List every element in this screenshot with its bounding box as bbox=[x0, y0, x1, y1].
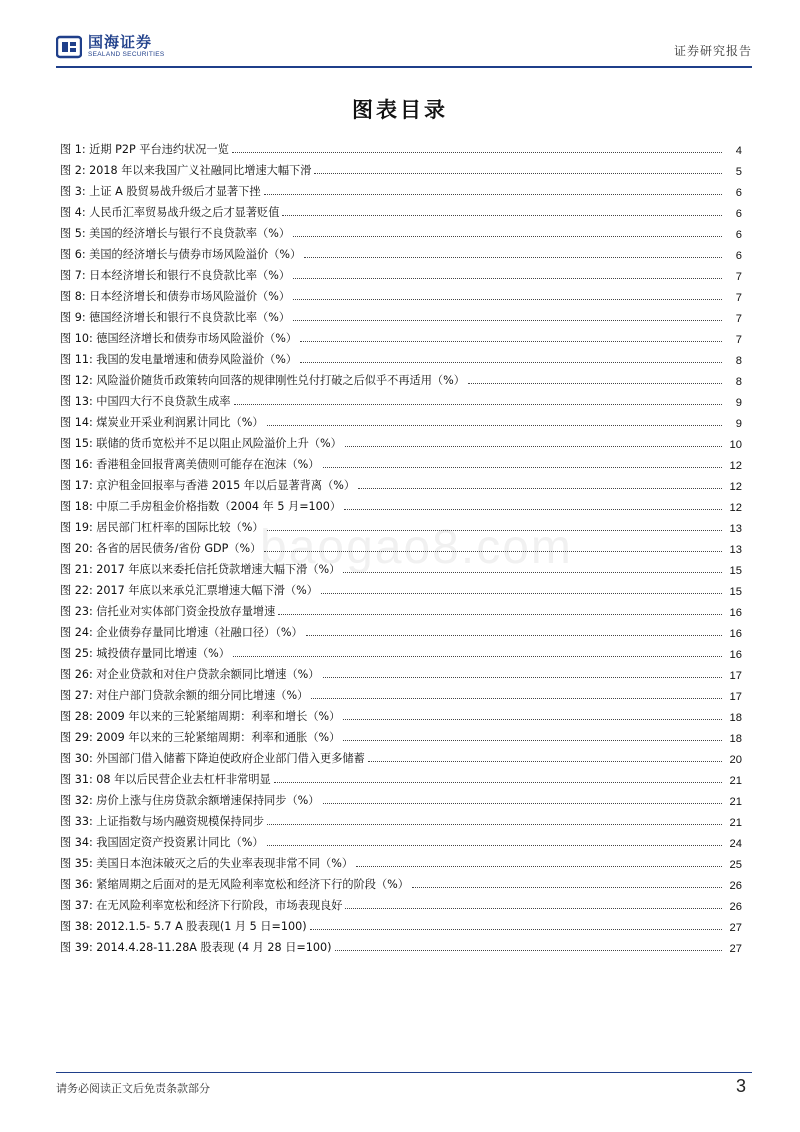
toc-entry-label: 图 38: 2012.1.5- 5.7 A 股表现(1 月 5 日=100) bbox=[60, 920, 307, 933]
toc-entry-label: 图 1: 近期 P2P 平台违约状况一览 bbox=[60, 143, 229, 156]
toc-entry-label: 图 5: 美国的经济增长与银行不良贷款率（%） bbox=[60, 227, 291, 240]
toc-leader-dots bbox=[345, 446, 722, 447]
toc-leader-dots bbox=[323, 677, 723, 678]
toc-entry-page: 27 bbox=[729, 943, 742, 955]
toc-leader-dots bbox=[232, 152, 722, 153]
toc-entry-page: 17 bbox=[729, 691, 742, 703]
toc-entry-page: 6 bbox=[735, 229, 742, 241]
toc-entry-label: 图 29: 2009 年以来的三轮紧缩周期：利率和通胀（%） bbox=[60, 731, 341, 744]
toc-entry-page: 12 bbox=[729, 460, 742, 472]
toc-entry[interactable] bbox=[60, 283, 742, 304]
toc-leader-dots bbox=[264, 551, 722, 552]
toc-entry[interactable] bbox=[60, 514, 742, 535]
toc-entry[interactable] bbox=[60, 619, 742, 640]
toc-entry-label: 图 17: 京沪租金回报率与香港 2015 年以后显著背离（%） bbox=[60, 479, 356, 492]
toc-entry-label: 图 13: 中国四大行不良贷款生成率 bbox=[60, 395, 231, 408]
toc-entry-page: 9 bbox=[735, 397, 742, 409]
toc-entry-label: 图 21: 2017 年底以来委托信托贷款增速大幅下滑（%） bbox=[60, 563, 341, 576]
toc-leader-dots bbox=[267, 845, 722, 846]
toc-entry-label: 图 26: 对企业贷款和对住户贷款余额同比增速（%） bbox=[60, 668, 320, 681]
toc-entry-page: 20 bbox=[729, 754, 742, 766]
toc-entry[interactable] bbox=[60, 325, 742, 346]
toc-entry-page: 8 bbox=[735, 376, 742, 388]
toc-entry-page: 26 bbox=[729, 880, 742, 892]
toc-entry-page: 17 bbox=[729, 670, 742, 682]
toc-entry-label: 图 30: 外国部门借入储蓄下降迫使政府企业部门借入更多储蓄 bbox=[60, 752, 365, 765]
logo-en-text: SEALAND SECURITIES bbox=[88, 51, 165, 59]
toc-entry-page: 21 bbox=[729, 775, 742, 787]
toc-leader-dots bbox=[233, 656, 722, 657]
toc-entry-page: 12 bbox=[729, 502, 742, 514]
toc-entry[interactable] bbox=[60, 535, 742, 556]
header-divider bbox=[56, 66, 752, 68]
toc-entry-label: 图 35: 美国日本泡沫破灭之后的失业率表现非常不同（%） bbox=[60, 857, 354, 870]
toc-entry-page: 6 bbox=[735, 208, 742, 220]
toc-entry-label: 图 20: 各省的居民债务/省份 GDP（%） bbox=[60, 542, 262, 555]
footer-divider bbox=[56, 1072, 752, 1073]
toc-entry[interactable] bbox=[60, 913, 742, 934]
toc-leader-dots bbox=[234, 404, 722, 405]
toc-leader-dots bbox=[300, 362, 722, 363]
toc-entry[interactable] bbox=[60, 367, 742, 388]
toc-leader-dots bbox=[356, 866, 722, 867]
toc-leader-dots bbox=[323, 467, 723, 468]
page-header bbox=[56, 30, 752, 64]
toc-entry-page: 7 bbox=[735, 271, 742, 283]
toc-leader-dots bbox=[311, 698, 722, 699]
toc-leader-dots bbox=[267, 824, 722, 825]
toc-entry-label: 图 19: 居民部门杠杆率的国际比较（%） bbox=[60, 521, 264, 534]
toc-entry-page: 7 bbox=[735, 334, 742, 346]
toc-entry-page: 21 bbox=[729, 796, 742, 808]
toc-entry[interactable] bbox=[60, 850, 742, 871]
toc-entry-page: 7 bbox=[735, 313, 742, 325]
logo-cn-text: 国海证券 bbox=[88, 33, 153, 52]
toc-entry[interactable] bbox=[60, 262, 742, 283]
toc-entry-label: 图 28: 2009 年以来的三轮紧缩周期：利率和增长（%） bbox=[60, 710, 341, 723]
toc-entry-page: 4 bbox=[735, 145, 742, 157]
toc-leader-dots bbox=[293, 236, 722, 237]
toc-entry-page: 21 bbox=[729, 817, 742, 829]
toc-entry-page: 16 bbox=[729, 607, 742, 619]
toc-entry-label: 图 25: 城投债存量同比增速（%） bbox=[60, 647, 230, 660]
sealand-logo-icon bbox=[56, 34, 82, 60]
toc-leader-dots bbox=[343, 572, 722, 573]
toc-entry-label: 图 12: 风险溢价随货币政策转向回落的规律刚性兑付打破之后似乎不再适用（%） bbox=[60, 374, 465, 387]
toc-leader-dots bbox=[468, 383, 722, 384]
toc-leader-dots bbox=[314, 173, 722, 174]
figure-toc-list bbox=[60, 136, 742, 955]
toc-entry-page: 24 bbox=[729, 838, 742, 850]
toc-entry[interactable] bbox=[60, 640, 742, 661]
toc-entry-page: 12 bbox=[729, 481, 742, 493]
toc-entry-label: 图 16: 香港租金回报背离美债则可能存在泡沫（%） bbox=[60, 458, 320, 471]
watermark: baogao8.com bbox=[260, 521, 573, 574]
toc-entry-page: 26 bbox=[729, 901, 742, 913]
toc-entry[interactable] bbox=[60, 430, 742, 451]
toc-entry-label: 图 23: 信托业对实体部门资金投放存量增速 bbox=[60, 605, 276, 618]
toc-leader-dots bbox=[323, 803, 723, 804]
toc-entry-label: 图 36: 紧缩周期之后面对的是无风险利率宽松和经济下行的阶段（%） bbox=[60, 878, 409, 891]
toc-entry[interactable] bbox=[60, 346, 742, 367]
toc-leader-dots bbox=[412, 887, 722, 888]
toc-entry[interactable] bbox=[60, 241, 742, 262]
toc-entry-label: 图 31: 08 年以后民营企业去杠杆非常明显 bbox=[60, 773, 271, 786]
toc-leader-dots bbox=[300, 341, 722, 342]
toc-entry-label: 图 8: 日本经济增长和债券市场风险溢价（%） bbox=[60, 290, 291, 303]
toc-leader-dots bbox=[344, 509, 722, 510]
toc-entry[interactable] bbox=[60, 178, 742, 199]
toc-entry[interactable] bbox=[60, 871, 742, 892]
footer-disclaimer: 请务必阅读正文后免责条款部分 bbox=[56, 1082, 210, 1095]
toc-entry[interactable] bbox=[60, 199, 742, 220]
toc-entry[interactable] bbox=[60, 892, 742, 913]
toc-entry-label: 图 9: 德国经济增长和银行不良贷款比率（%） bbox=[60, 311, 291, 324]
toc-entry[interactable] bbox=[60, 577, 742, 598]
toc-entry-label: 图 33: 上证指数与场内融资规模保持同步 bbox=[60, 815, 265, 828]
toc-leader-dots bbox=[343, 740, 722, 741]
toc-entry-page: 6 bbox=[735, 250, 742, 262]
toc-entry[interactable] bbox=[60, 829, 742, 850]
toc-entry-page: 13 bbox=[729, 523, 742, 535]
toc-entry-label: 图 15: 联储的货币宽松并不足以阻止风险溢价上升（%） bbox=[60, 437, 342, 450]
toc-entry-page: 5 bbox=[735, 166, 742, 178]
toc-entry-page: 7 bbox=[735, 292, 742, 304]
toc-entry[interactable] bbox=[60, 703, 742, 724]
toc-leader-dots bbox=[267, 425, 722, 426]
toc-leader-dots bbox=[306, 635, 722, 636]
toc-leader-dots bbox=[345, 908, 722, 909]
toc-entry-label: 图 27: 对住户部门贷款余额的细分同比增速（%） bbox=[60, 689, 309, 702]
toc-entry-page: 9 bbox=[735, 418, 742, 430]
toc-leader-dots bbox=[293, 320, 722, 321]
toc-leader-dots bbox=[310, 929, 722, 930]
toc-entry[interactable] bbox=[60, 451, 742, 472]
toc-entry-label: 图 18: 中原二手房租金价格指数（2004 年 5 月=100） bbox=[60, 500, 342, 513]
toc-entry[interactable] bbox=[60, 766, 742, 787]
toc-entry[interactable] bbox=[60, 220, 742, 241]
toc-leader-dots bbox=[358, 488, 722, 489]
toc-entry[interactable] bbox=[60, 304, 742, 325]
toc-entry-page: 8 bbox=[735, 355, 742, 367]
toc-entry[interactable] bbox=[60, 409, 742, 430]
toc-entry[interactable] bbox=[60, 682, 742, 703]
toc-entry-label: 图 39: 2014.4.28-11.28A 股表现 (4 月 28 日=100) bbox=[60, 941, 332, 954]
toc-entry[interactable] bbox=[60, 136, 742, 157]
toc-entry[interactable] bbox=[60, 388, 742, 409]
toc-entry-page: 27 bbox=[729, 922, 742, 934]
toc-entry-page: 18 bbox=[729, 712, 742, 724]
toc-leader-dots bbox=[321, 593, 722, 594]
toc-entry-label: 图 32: 房价上涨与住房贷款余额增速保持同步（%） bbox=[60, 794, 320, 807]
toc-entry-label: 图 6: 美国的经济增长与债券市场风险溢价（%） bbox=[60, 248, 302, 261]
toc-entry-label: 图 22: 2017 年底以来承兑汇票增速大幅下滑（%） bbox=[60, 584, 318, 597]
toc-leader-dots bbox=[293, 299, 722, 300]
toc-leader-dots bbox=[335, 950, 723, 951]
toc-entry-page: 10 bbox=[729, 439, 742, 451]
toc-entry-label: 图 11: 我国的发电量增速和债券风险溢价（%） bbox=[60, 353, 298, 366]
toc-entry[interactable] bbox=[60, 157, 742, 178]
toc-leader-dots bbox=[368, 761, 722, 762]
toc-entry[interactable] bbox=[60, 934, 742, 955]
toc-entry[interactable] bbox=[60, 787, 742, 808]
toc-entry[interactable] bbox=[60, 598, 742, 619]
toc-entry-label: 图 3: 上证 A 股贸易战升级后才显著下挫 bbox=[60, 185, 261, 198]
toc-entry-label: 图 2: 2018 年以来我国广义社融同比增速大幅下滑 bbox=[60, 164, 312, 177]
toc-leader-dots bbox=[293, 278, 722, 279]
toc-entry-page: 16 bbox=[729, 628, 742, 640]
toc-entry[interactable] bbox=[60, 472, 742, 493]
toc-entry-label: 图 7: 日本经济增长和银行不良贷款比率（%） bbox=[60, 269, 291, 282]
toc-leader-dots bbox=[304, 257, 722, 258]
toc-entry-label: 图 10: 德国经济增长和债券市场风险溢价（%） bbox=[60, 332, 298, 345]
toc-leader-dots bbox=[278, 614, 722, 615]
toc-entry-page: 16 bbox=[729, 649, 742, 661]
toc-entry[interactable] bbox=[60, 724, 742, 745]
toc-entry-page: 18 bbox=[729, 733, 742, 745]
page-title: 图表目录 bbox=[352, 97, 448, 122]
toc-leader-dots bbox=[343, 719, 722, 720]
toc-entry[interactable] bbox=[60, 493, 742, 514]
page-number: 3 bbox=[735, 1076, 746, 1096]
toc-entry[interactable] bbox=[60, 808, 742, 829]
toc-leader-dots bbox=[267, 530, 722, 531]
toc-entry[interactable] bbox=[60, 661, 742, 682]
toc-leader-dots bbox=[274, 782, 722, 783]
toc-entry[interactable] bbox=[60, 745, 742, 766]
toc-entry-label: 图 4: 人民币汇率贸易战升级之后才显著贬值 bbox=[60, 206, 280, 219]
toc-entry-page: 13 bbox=[729, 544, 742, 556]
toc-entry-page: 15 bbox=[729, 586, 742, 598]
toc-entry-label: 图 34: 我国固定资产投资累计同比（%） bbox=[60, 836, 264, 849]
toc-leader-dots bbox=[264, 194, 722, 195]
toc-entry[interactable] bbox=[60, 556, 742, 577]
toc-entry-label: 图 37: 在无风险利率宽松和经济下行阶段，市场表现良好 bbox=[60, 899, 343, 912]
toc-entry-page: 25 bbox=[729, 859, 742, 871]
report-type-label: 证券研究报告 bbox=[673, 44, 752, 58]
toc-leader-dots bbox=[282, 215, 722, 216]
company-logo bbox=[56, 32, 165, 62]
toc-entry-label: 图 14: 煤炭业开采业利润累计同比（%） bbox=[60, 416, 264, 429]
toc-entry-label: 图 24: 企业债券存量同比增速（社融口径）（%） bbox=[60, 626, 303, 639]
toc-entry-page: 6 bbox=[735, 187, 742, 199]
toc-entry-page: 15 bbox=[729, 565, 742, 577]
